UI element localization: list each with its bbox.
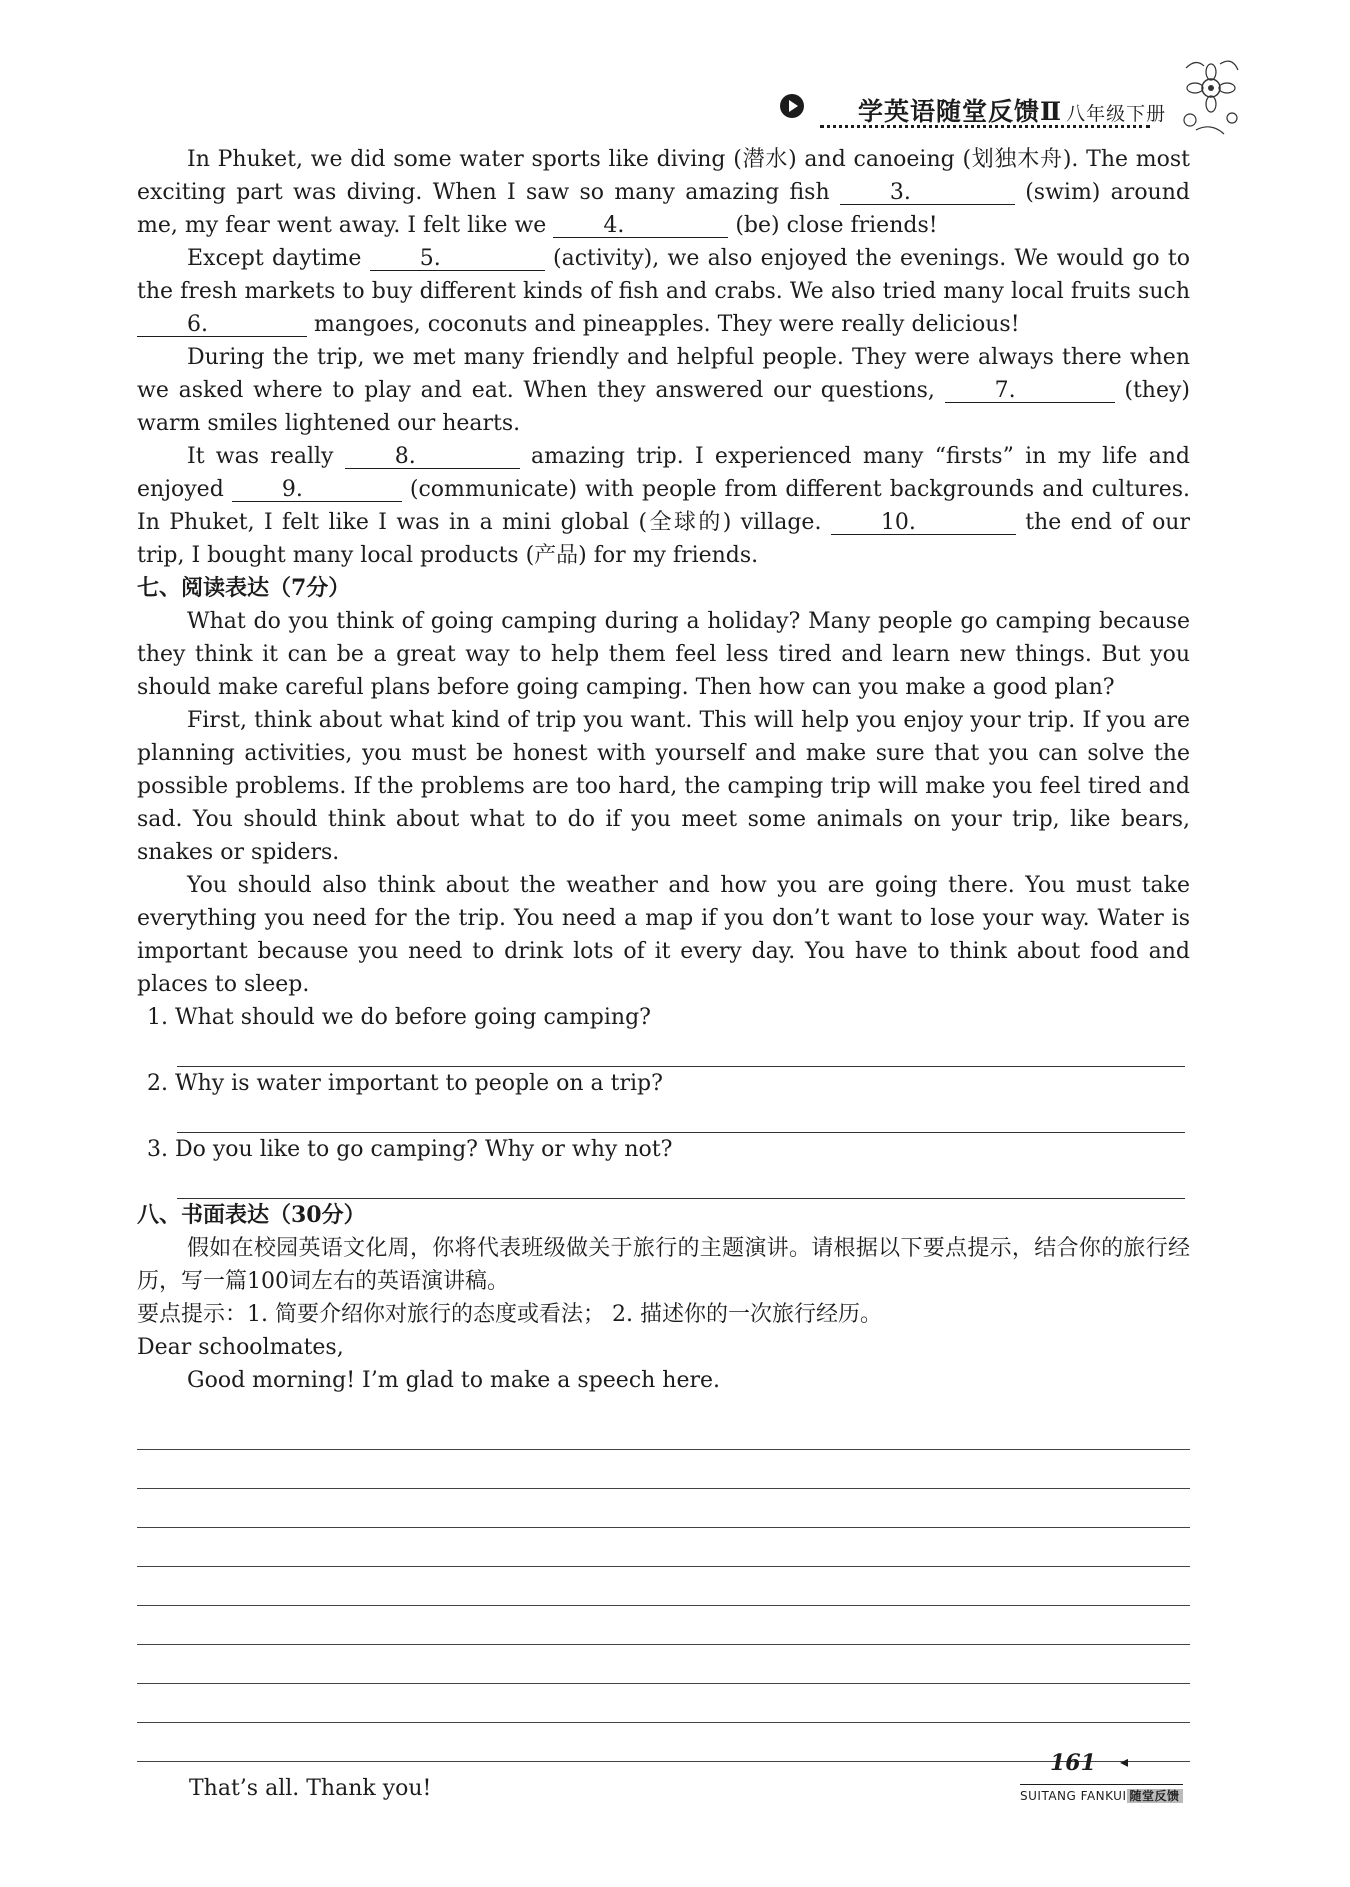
- book-title: [858, 92, 1166, 128]
- header-dotted-rule: [820, 125, 1150, 128]
- writing-key-points: 要点提示：1. 简要介绍你对旅行的态度或看法； 2. 描述你的一次旅行经历。: [137, 1302, 882, 1327]
- arrow-left-icon: ◂: [1120, 1752, 1129, 1771]
- passage-paragraph-1: [137, 143, 1190, 242]
- page-header: [780, 92, 1235, 132]
- answer-line-1[interactable]: [177, 1050, 1185, 1067]
- flower-ornament-icon: [1176, 58, 1246, 138]
- question-1: 1. What should we do before going camping?: [147, 1005, 651, 1030]
- passage-text: mangoes, coconuts and pineapples. They were really delicious!: [307, 312, 1020, 337]
- blank-number: 6.: [187, 312, 208, 337]
- passage-text: (activity), we also enjoyed the evenings. We would go to the fresh markets to buy different kinds of fish and crabs. We also tried many local fruits such: [137, 246, 1190, 304]
- blank-number: 4.: [603, 213, 625, 238]
- writing-prompt: 假如在校园英语文化周，你将代表班级做关于旅行的主题演讲。请根据以下要点提示，结合你的旅行经历，写一篇100词左右的英语演讲稿。: [137, 1236, 1190, 1294]
- question-3: 3. Do you like to go camping? Why or why not?: [147, 1137, 673, 1162]
- passage-text: During the trip, we met many friendly and helpful people. They were always there when we asked where to play and eat. When they answered our questions,: [137, 345, 1190, 403]
- footer-brand: [1020, 1784, 1183, 1804]
- fill-blank-7[interactable]: [945, 380, 1115, 403]
- page-number: 161: [1050, 1750, 1096, 1776]
- passage-text: In Phuket, we did some water sports like diving (潜水) and canoeing (划独木舟). The most exciting part was diving. When I saw so many amazing fish: [137, 147, 1190, 205]
- fill-blank-6[interactable]: [137, 314, 307, 337]
- writing-line[interactable]: [137, 1528, 1190, 1567]
- fill-blank-9[interactable]: [232, 479, 402, 502]
- passage-paragraph-4: [137, 440, 1190, 572]
- page-content: [137, 143, 1190, 1805]
- writing-line[interactable]: [137, 1645, 1190, 1684]
- reading-paragraph-1: What do you think of going camping during a holiday? Many people go camping because they think it can be a great way to help them feel less tired and learn new things. But you should make careful plans before going camping. Then how can you make a good plan?: [137, 609, 1190, 700]
- title-separator: Ⅱ: [1040, 97, 1063, 126]
- passage-paragraph-2: [137, 242, 1190, 341]
- book-title-text: 学英语随堂反馈: [858, 97, 1041, 126]
- fill-blank-4[interactable]: [553, 215, 728, 238]
- passage-paragraph-3: [137, 341, 1190, 440]
- question-2: 2. Why is water important to people on a trip?: [147, 1071, 663, 1096]
- fill-blank-10[interactable]: [831, 512, 1016, 535]
- answer-line-3[interactable]: [177, 1182, 1185, 1199]
- fill-blank-5[interactable]: [370, 248, 545, 271]
- page-footer: [1020, 1750, 1220, 1810]
- writing-line[interactable]: [137, 1606, 1190, 1645]
- section-8-heading: 八、书面表达（30分）: [137, 1202, 366, 1228]
- passage-text: (they) warm smiles lightened our hearts.: [137, 378, 1190, 436]
- passage-text: It was really: [187, 444, 345, 469]
- blank-number: 9.: [281, 477, 303, 502]
- writing-line[interactable]: [137, 1567, 1190, 1606]
- brand-latin: SUITANG FANKUI: [1020, 1789, 1127, 1803]
- writing-line[interactable]: [137, 1411, 1190, 1450]
- passage-text: the end of our trip, I bought many local products (产品) for my friends.: [137, 510, 1190, 568]
- speech-greeting: Dear schoolmates,: [137, 1335, 344, 1360]
- speech-opening: Good morning! I’m glad to make a speech here.: [187, 1368, 721, 1393]
- blank-number: 5.: [419, 246, 441, 271]
- reading-paragraph-3: You should also think about the weather and how you are going there. You must take everything you need for the trip. You need a map if you don’t want to lose your way. Water is important because you need to drink lots of it every day. You have to think about food and places to sleep.: [137, 873, 1190, 997]
- writing-line[interactable]: [137, 1489, 1190, 1528]
- grade-label: 八年级下册: [1066, 103, 1167, 125]
- passage-text: Except daytime: [187, 246, 370, 271]
- passage-text: (swim) around me, my fear went away. I felt like we: [137, 180, 1190, 238]
- fill-blank-8[interactable]: [345, 446, 520, 469]
- passage-text: (be) close friends!: [728, 213, 938, 238]
- writing-area[interactable]: [137, 1411, 1190, 1762]
- passage-text: amazing trip. I experienced many “firsts” in my life and enjoyed: [137, 444, 1190, 502]
- fill-blank-3[interactable]: [840, 182, 1015, 205]
- blank-number: 3.: [889, 180, 911, 205]
- reading-paragraph-2: First, think about what kind of trip you want. This will help you enjoy your trip. If you are planning activities, you must be honest with yourself and make sure that you can solve the possible problems. If the problems are too hard, the camping trip will make you feel tired and sad. You should think about what to do if you meet some animals on your trip, like bears, snakes or spiders.: [137, 708, 1190, 865]
- answer-line-2[interactable]: [177, 1116, 1185, 1133]
- blank-number: 7.: [994, 378, 1016, 403]
- writing-line[interactable]: [137, 1450, 1190, 1489]
- blank-number: 8.: [394, 444, 416, 469]
- blank-number: 10.: [880, 510, 916, 535]
- speech-closing: That’s all. Thank you!: [189, 1776, 432, 1801]
- section-7-heading: 七、阅读表达（7分）: [137, 575, 351, 601]
- passage-text: (communicate) with people from different backgrounds and cultures. In Phuket, I felt like I was in a mini global (全球的) village.: [137, 477, 1190, 535]
- play-circle-icon: [780, 94, 804, 118]
- writing-line[interactable]: [137, 1684, 1190, 1723]
- brand-cn: 随堂反馈: [1127, 1789, 1183, 1803]
